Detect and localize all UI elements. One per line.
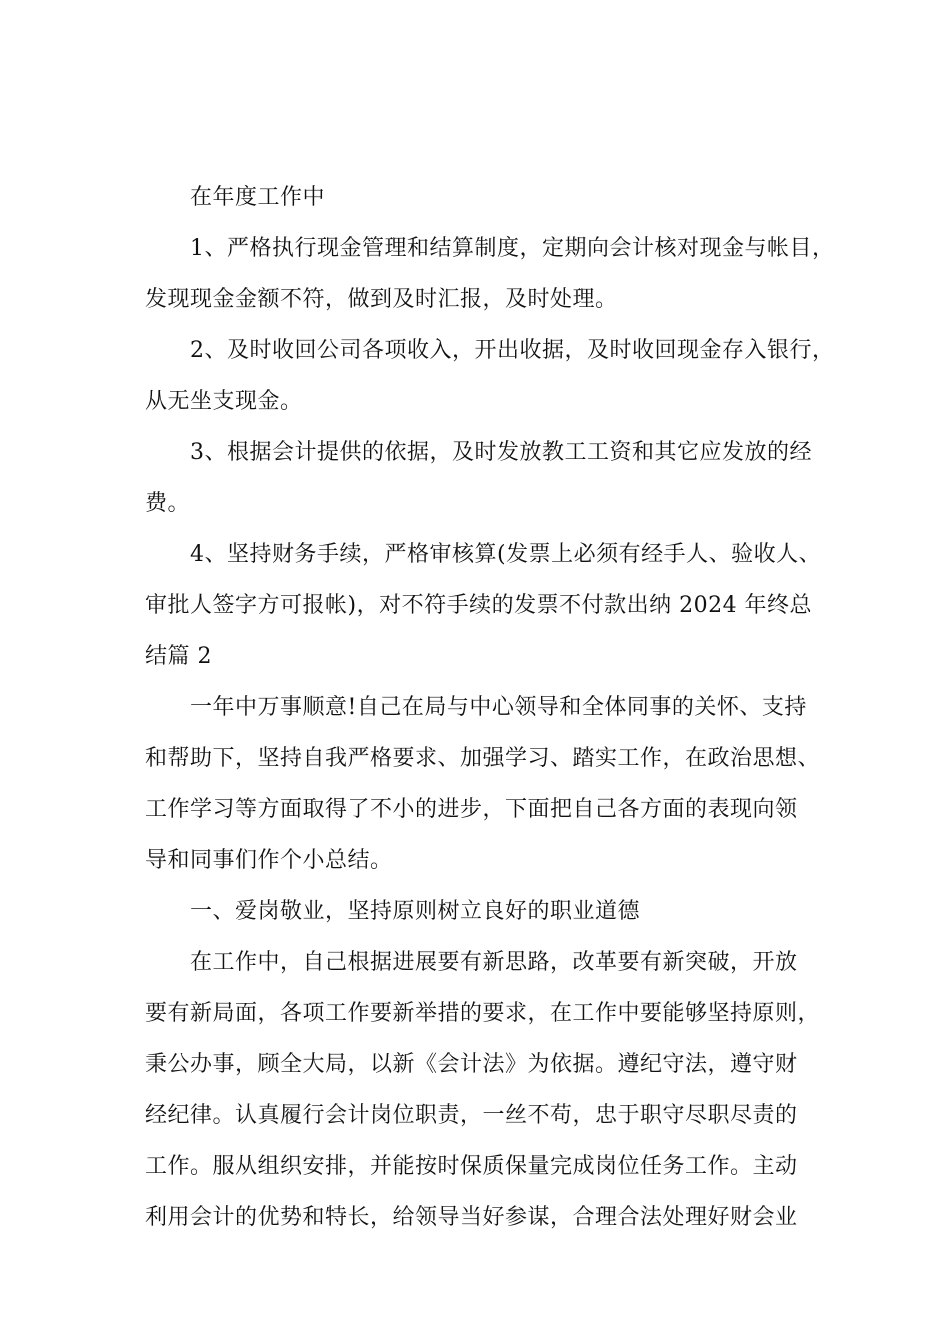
text-line: 在工作中，自己根据进展要有新思路，改革要有新突破，开放 xyxy=(190,950,798,975)
text-line: 导和同事们作个小总结。 xyxy=(145,848,393,873)
text-line: 费。 xyxy=(145,491,191,516)
text-line: 审批人签字方可报帐)，对不符手续的发票不付款出纳 2024 年终总 xyxy=(145,593,813,618)
text-line: 秉公办事，顾全大局，以新《会计法》为依据。遵纪守法，遵守财 xyxy=(145,1052,798,1077)
text-line: 要有新局面，各项工作要新举措的要求，在工作中要能够坚持原则， xyxy=(145,1001,821,1026)
text-line: 一年中万事顺意!自己在局与中心领导和全体同事的关怀、支持 xyxy=(190,695,807,720)
text-line: 3、根据会计提供的依据，及时发放教工工资和其它应发放的经 xyxy=(190,440,812,465)
document-body xyxy=(145,172,835,1243)
text-line: 1、严格执行现金管理和结算制度，定期向会计核对现金与帐目， xyxy=(190,236,835,261)
text-line: 工作学习等方面取得了不小的进步，下面把自己各方面的表现向领 xyxy=(145,797,798,822)
section-heading: 一、爱岗敬业，坚持原则树立良好的职业道德 xyxy=(190,899,641,924)
text-line: 利用会计的优势和特长，给领导当好参谋，合理合法处理好财会业 xyxy=(145,1205,798,1230)
text-line: 和帮助下，坚持自我严格要求、加强学习、踏实工作，在政治思想、 xyxy=(145,746,821,771)
text-line: 结篇 2 xyxy=(145,644,212,669)
text-line: 工作。服从组织安排，并能按时保质保量完成岗位任务工作。主动 xyxy=(145,1154,798,1179)
text-line: 发现现金金额不符，做到及时汇报，及时处理。 xyxy=(145,287,618,312)
text-line: 经纪律。认真履行会计岗位职责，一丝不苟，忠于职守尽职尽责的 xyxy=(145,1103,798,1128)
text-line: 2、及时收回公司各项收入，开出收据，及时收回现金存入银行， xyxy=(190,338,835,363)
text-line: 从无坐支现金。 xyxy=(145,389,303,414)
paragraph-heading-annual-work: 在年度工作中 xyxy=(190,185,326,210)
text-line: 4、坚持财务手续，严格审核算(发票上必须有经手人、验收人、 xyxy=(190,542,822,567)
